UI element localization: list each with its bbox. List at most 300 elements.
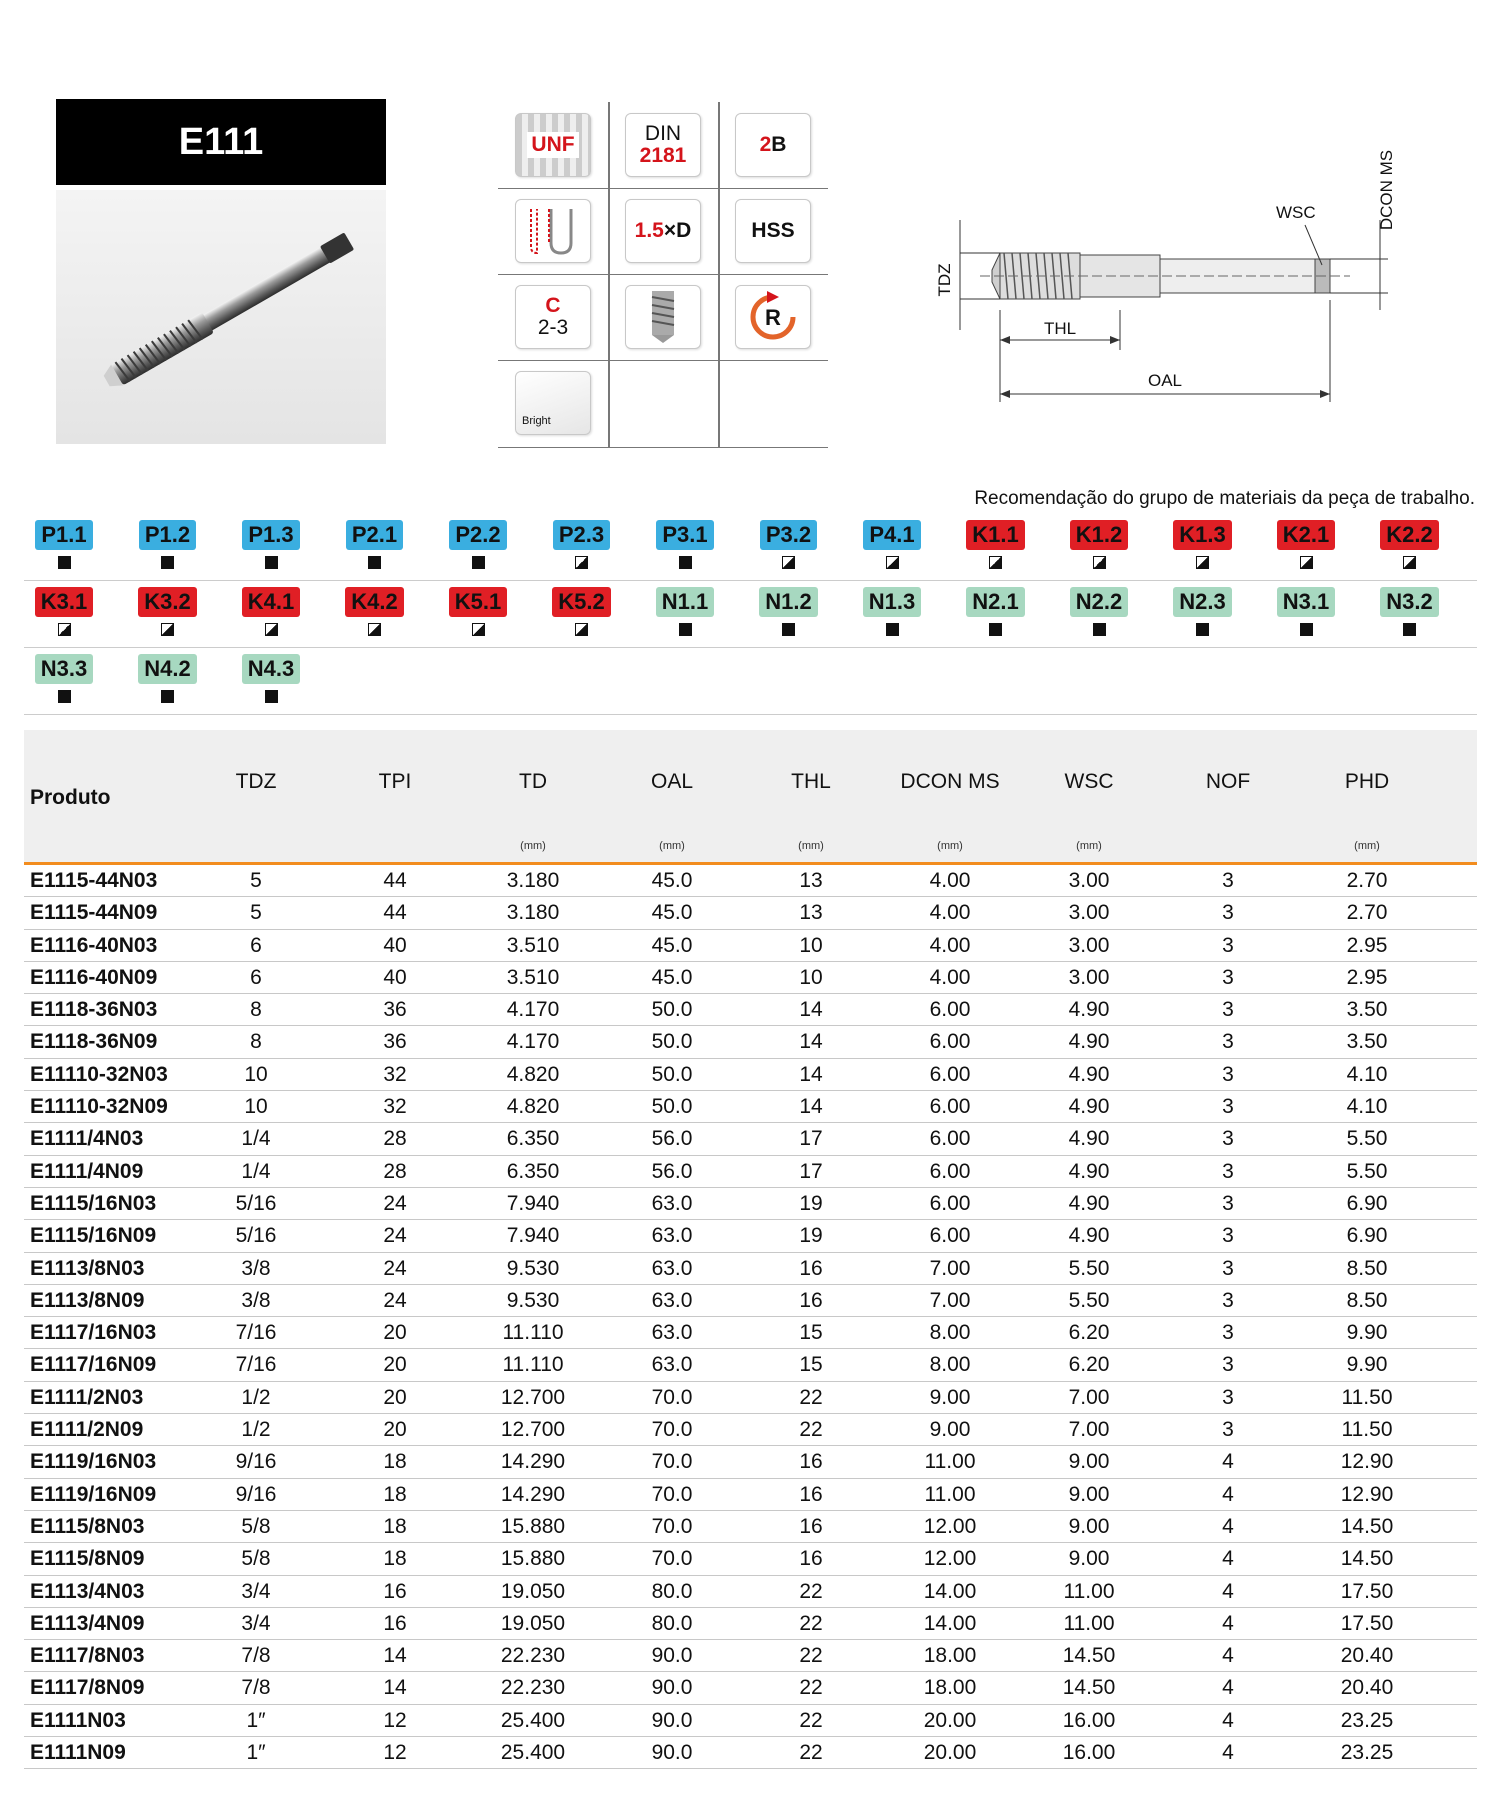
material-code: P3.1	[656, 520, 713, 550]
cell-td: 6.350	[506, 1159, 560, 1183]
cell-phd: 5.50	[1346, 1159, 1388, 1183]
table-row	[24, 1188, 1477, 1220]
material-group-K4.1	[239, 587, 303, 637]
product-code: E1111N03	[30, 1708, 126, 1732]
column-unit: (mm)	[1076, 840, 1102, 852]
cell-thl: 16	[799, 1514, 823, 1538]
material-group-K5.1	[446, 587, 510, 637]
cell-tdz: 8	[250, 1030, 262, 1054]
cell-nof: 3	[1222, 965, 1234, 989]
cell-td: 14.290	[500, 1482, 566, 1506]
cell-nof: 4	[1222, 1611, 1234, 1635]
grid-divider	[498, 447, 828, 448]
cell-phd: 8.50	[1346, 1256, 1388, 1280]
material-code: K5.2	[552, 587, 610, 617]
cell-nof: 3	[1222, 998, 1234, 1022]
cell-td: 4.170	[506, 998, 560, 1022]
table-row	[24, 1059, 1477, 1091]
cell-tdz: 9/16	[235, 1482, 277, 1506]
cell-oal: 56.0	[651, 1127, 693, 1151]
cell-dcon-ms: 11.00	[924, 1450, 976, 1474]
cell-nof: 3	[1222, 1127, 1234, 1151]
wsc-label: WSC	[1276, 203, 1316, 222]
cell-tdz: 5	[250, 869, 262, 892]
coating-bright-icon	[498, 360, 608, 446]
cell-tdz: 3/8	[241, 1288, 271, 1312]
feature-icon-grid	[498, 102, 828, 448]
coating-label: Bright	[522, 415, 551, 428]
cell-phd: 23.25	[1340, 1741, 1394, 1765]
cell-wsc: 14.50	[1062, 1644, 1116, 1668]
table-row	[24, 1640, 1477, 1672]
product-code: E1115/8N09	[30, 1547, 145, 1571]
cell-dcon-ms: 18.00	[923, 1644, 977, 1668]
cell-wsc: 3.00	[1068, 933, 1110, 957]
table-row	[24, 1317, 1477, 1349]
cell-phd: 17.50	[1340, 1611, 1394, 1635]
cell-tdz: 1″	[246, 1741, 266, 1765]
cell-dcon-ms: 4.00	[929, 965, 971, 989]
cell-tpi: 24	[383, 1288, 407, 1312]
cell-thl: 17	[799, 1127, 823, 1151]
cell-oal: 45.0	[651, 933, 693, 957]
column-unit: (mm)	[798, 840, 824, 852]
cell-oal: 80.0	[651, 1611, 693, 1635]
cell-thl: 14	[799, 1030, 823, 1054]
secondary-fit-icon	[989, 556, 1002, 569]
cell-tdz: 1/4	[241, 1159, 271, 1183]
cell-thl: 22	[799, 1579, 823, 1603]
primary-fit-icon	[679, 556, 692, 569]
product-code: E1116-40N03	[30, 933, 158, 957]
primary-fit-icon	[989, 623, 1002, 636]
cell-oal: 50.0	[651, 1030, 693, 1054]
table-row	[24, 1479, 1477, 1511]
cell-tpi: 32	[383, 1095, 407, 1119]
table-row	[24, 1123, 1477, 1155]
material-code: P1.2	[139, 520, 196, 550]
cell-dcon-ms: 14.00	[923, 1611, 977, 1635]
material-group-P1.1	[32, 520, 96, 570]
tolerance-letter: B	[771, 132, 787, 156]
cell-oal: 70.0	[651, 1450, 693, 1474]
material-code: P4.1	[863, 520, 920, 550]
cell-td: 3.180	[506, 869, 560, 892]
material-group-N2.1	[964, 587, 1028, 637]
product-code: E1111/2N09	[30, 1418, 144, 1442]
cell-wsc: 4.90	[1068, 1030, 1110, 1054]
cell-td: 19.050	[500, 1611, 566, 1635]
cell-thl: 17	[799, 1159, 823, 1183]
cell-td: 3.510	[506, 933, 560, 957]
primary-fit-icon	[886, 623, 899, 636]
product-table	[24, 865, 1477, 1769]
material-group-N3.2	[1378, 587, 1442, 637]
cell-td: 14.290	[500, 1450, 566, 1474]
cell-td: 19.050	[500, 1579, 566, 1603]
cell-tpi: 18	[383, 1514, 407, 1538]
material-hss-icon	[718, 188, 828, 274]
material-group-P2.1	[343, 520, 407, 570]
cell-phd: 20.40	[1340, 1644, 1394, 1668]
primary-fit-icon	[265, 690, 278, 703]
product-code: E1111/4N09	[30, 1159, 144, 1183]
cell-phd: 2.70	[1346, 901, 1388, 925]
cell-tpi: 24	[383, 1224, 407, 1248]
cell-dcon-ms: 6.00	[929, 1224, 971, 1248]
product-code: E1119/16N09	[30, 1482, 157, 1506]
primary-fit-icon	[1403, 623, 1416, 636]
cell-oal: 45.0	[651, 965, 693, 989]
cell-td: 12.700	[500, 1385, 566, 1409]
material-row	[24, 648, 1477, 715]
cell-tpi: 44	[383, 901, 407, 925]
column-header-wsc: WSC	[1064, 770, 1114, 793]
cell-oal: 63.0	[651, 1191, 693, 1215]
cell-tpi: 18	[383, 1482, 407, 1506]
cell-oal: 63.0	[651, 1353, 693, 1377]
material-group-N4.3	[239, 654, 303, 704]
cell-nof: 3	[1222, 1191, 1234, 1215]
material-code: P2.1	[346, 520, 403, 550]
material-code: P1.1	[35, 520, 92, 550]
right-hand-rotation-icon	[718, 274, 828, 360]
cell-oal: 90.0	[651, 1708, 693, 1732]
cell-dcon-ms: 11.00	[924, 1482, 976, 1506]
cell-nof: 3	[1222, 1159, 1234, 1183]
cell-wsc: 4.90	[1068, 1095, 1110, 1119]
column-header-dcon-ms: DCON MS	[900, 770, 1000, 793]
cell-thl: 16	[799, 1288, 823, 1312]
cell-phd: 12.90	[1340, 1450, 1394, 1474]
cell-tpi: 40	[383, 965, 407, 989]
tap-image	[56, 190, 386, 444]
cell-td: 7.940	[506, 1191, 560, 1215]
cell-phd: 23.25	[1340, 1708, 1394, 1732]
cell-nof: 4	[1222, 1450, 1234, 1474]
primary-fit-icon	[161, 690, 174, 703]
cell-tpi: 20	[383, 1418, 407, 1442]
cell-phd: 9.90	[1346, 1353, 1388, 1377]
table-row	[24, 1285, 1477, 1317]
cell-td: 12.700	[500, 1418, 566, 1442]
material-group-N1.2	[757, 587, 821, 637]
cell-td: 4.820	[506, 1095, 560, 1119]
cell-dcon-ms: 6.00	[929, 1030, 971, 1054]
cell-phd: 6.90	[1346, 1191, 1388, 1215]
tap-dimension-drawing	[920, 130, 1460, 420]
product-code: E1118-36N09	[30, 1030, 158, 1054]
cell-thl: 22	[799, 1418, 823, 1442]
cell-tdz: 3/4	[241, 1611, 271, 1635]
cell-thl: 22	[799, 1611, 823, 1635]
cell-td: 9.530	[506, 1288, 560, 1312]
secondary-fit-icon	[575, 556, 588, 569]
primary-fit-icon	[1093, 623, 1106, 636]
column-header-phd: PHD	[1344, 770, 1390, 793]
cell-wsc: 7.00	[1068, 1385, 1110, 1409]
secondary-fit-icon	[472, 623, 485, 636]
material-group-K3.2	[136, 587, 200, 637]
cell-td: 22.230	[500, 1676, 566, 1700]
cell-tdz: 1″	[246, 1708, 266, 1732]
cell-phd: 5.50	[1346, 1127, 1388, 1151]
cell-tpi: 14	[383, 1676, 407, 1700]
material-code: P2.2	[449, 520, 506, 550]
cell-nof: 3	[1222, 1418, 1234, 1442]
cell-wsc: 11.00	[1063, 1611, 1115, 1635]
cell-tdz: 8	[250, 998, 262, 1022]
table-row	[24, 1737, 1477, 1769]
table-header	[24, 730, 1477, 865]
cell-tdz: 1/4	[241, 1127, 271, 1151]
cell-wsc: 9.00	[1068, 1482, 1110, 1506]
cell-oal: 90.0	[651, 1644, 693, 1668]
cell-tdz: 5/16	[235, 1224, 277, 1248]
material-code: K1.2	[1070, 520, 1128, 550]
cell-oal: 70.0	[651, 1385, 693, 1409]
cell-tdz: 1/2	[241, 1418, 271, 1442]
primary-fit-icon	[472, 556, 485, 569]
primary-fit-icon	[1196, 623, 1209, 636]
material-code: K2.1	[1277, 520, 1335, 550]
cell-thl: 10	[799, 965, 823, 989]
cell-phd: 3.50	[1346, 1030, 1388, 1054]
cell-thl: 14	[799, 1062, 823, 1086]
material-group-N4.2	[136, 654, 200, 704]
material-code: P3.2	[760, 520, 817, 550]
product-code: E1111N09	[30, 1741, 126, 1765]
cell-nof: 3	[1222, 1288, 1234, 1312]
material-group-K3.1	[32, 587, 96, 637]
material-group-P2.2	[446, 520, 510, 570]
product-photo	[56, 190, 386, 444]
cell-td: 11.110	[502, 1353, 564, 1377]
depth-number: 1.5	[634, 218, 664, 242]
cell-phd: 17.50	[1340, 1579, 1394, 1603]
thread-depth-icon	[608, 188, 718, 274]
cell-phd: 8.50	[1346, 1288, 1388, 1312]
cell-thl: 22	[799, 1676, 823, 1700]
table-row	[24, 1446, 1477, 1478]
cell-tpi: 24	[383, 1191, 407, 1215]
through-hole-icon	[608, 274, 718, 360]
cell-dcon-ms: 12.00	[923, 1547, 977, 1571]
material-code: K3.1	[35, 587, 93, 617]
din-standard-icon	[608, 102, 718, 188]
cell-wsc: 7.00	[1068, 1418, 1110, 1442]
cell-nof: 3	[1222, 1385, 1234, 1409]
product-code: E1115/16N09	[30, 1224, 157, 1248]
cell-td: 6.350	[506, 1127, 560, 1151]
dcon-label: DCON MS	[1377, 149, 1396, 231]
cell-tpi: 20	[383, 1385, 407, 1409]
product-code: E1119/16N03	[30, 1450, 157, 1474]
table-row	[24, 1349, 1477, 1381]
cell-nof: 4	[1222, 1482, 1234, 1506]
cell-tdz: 7/16	[235, 1321, 277, 1345]
table-row	[24, 1543, 1477, 1575]
cell-tdz: 7/8	[241, 1644, 271, 1668]
cell-dcon-ms: 20.00	[923, 1741, 977, 1765]
cell-tpi: 44	[383, 869, 407, 892]
cell-thl: 16	[799, 1482, 823, 1506]
material-group-K1.2	[1067, 520, 1131, 570]
cell-oal: 63.0	[651, 1288, 693, 1312]
table-row	[24, 1026, 1477, 1058]
primary-fit-icon	[58, 556, 71, 569]
product-code: E1118-36N03	[30, 998, 158, 1022]
column-header-oal: OAL	[650, 770, 694, 793]
cell-thl: 22	[799, 1385, 823, 1409]
cell-tpi: 36	[383, 998, 407, 1022]
product-code: E1115/8N03	[30, 1514, 145, 1538]
column-unit: (mm)	[1354, 840, 1380, 852]
product-code: E1113/4N09	[30, 1611, 145, 1635]
cell-wsc: 16.00	[1062, 1741, 1116, 1765]
table-row	[24, 1608, 1477, 1640]
cell-oal: 90.0	[651, 1676, 693, 1700]
cell-nof: 4	[1222, 1579, 1234, 1603]
column-unit: (mm)	[659, 840, 685, 852]
cell-tpi: 18	[383, 1547, 407, 1571]
product-code: E1116-40N09	[30, 965, 158, 989]
column-header-thl: THL	[791, 770, 831, 793]
cell-tpi: 14	[383, 1644, 407, 1668]
table-row	[24, 1156, 1477, 1188]
product-code: E11110-32N09	[30, 1095, 168, 1119]
cell-dcon-ms: 6.00	[929, 1062, 971, 1086]
cell-tdz: 6	[250, 965, 262, 989]
primary-fit-icon	[265, 556, 278, 569]
cell-nof: 3	[1222, 901, 1234, 925]
cell-wsc: 16.00	[1062, 1708, 1116, 1732]
cell-tpi: 12	[383, 1741, 407, 1765]
cell-dcon-ms: 4.00	[929, 933, 971, 957]
cell-dcon-ms: 8.00	[929, 1321, 971, 1345]
cell-thl: 10	[799, 933, 823, 957]
cell-oal: 70.0	[651, 1418, 693, 1442]
column-header-nof: NOF	[1205, 770, 1251, 793]
cell-phd: 4.10	[1346, 1095, 1388, 1119]
cell-dcon-ms: 7.00	[929, 1256, 971, 1280]
cell-oal: 50.0	[651, 1095, 693, 1119]
table-row	[24, 930, 1477, 962]
tolerance-number: 2	[759, 132, 772, 156]
material-code: N2.3	[1173, 587, 1231, 617]
secondary-fit-icon	[1093, 556, 1106, 569]
material-code: K4.1	[242, 587, 300, 617]
cell-phd: 2.95	[1346, 965, 1388, 989]
material-group-K5.2	[550, 587, 614, 637]
cell-dcon-ms: 6.00	[929, 1127, 971, 1151]
cell-tpi: 28	[383, 1159, 407, 1183]
recommendation-note: Recomendação do grupo de materiais da peça de trabalho.	[974, 488, 1475, 509]
material-group-N2.3	[1171, 587, 1235, 637]
material-group-K2.1	[1274, 520, 1338, 570]
cell-td: 4.820	[506, 1062, 560, 1086]
material-code: K3.2	[138, 587, 196, 617]
cell-dcon-ms: 18.00	[923, 1676, 977, 1700]
product-code: E1117/16N09	[30, 1353, 157, 1377]
rotation-letter: R	[765, 305, 781, 330]
thread-profile-graphic	[523, 207, 583, 255]
cell-td: 4.170	[506, 1030, 560, 1054]
cell-dcon-ms: 8.00	[929, 1353, 971, 1377]
cell-phd: 12.90	[1340, 1482, 1394, 1506]
product-code: E1111/2N03	[30, 1385, 144, 1409]
cell-tdz: 5/8	[241, 1514, 271, 1538]
table-row	[24, 1672, 1477, 1704]
cell-tpi: 20	[383, 1321, 407, 1345]
material-code: N1.1	[656, 587, 714, 617]
cell-nof: 3	[1222, 1030, 1234, 1054]
material-code: N3.1	[1277, 587, 1335, 617]
primary-fit-icon	[161, 556, 174, 569]
cell-thl: 14	[799, 1095, 823, 1119]
cell-thl: 16	[799, 1256, 823, 1280]
cell-td: 15.880	[500, 1514, 566, 1538]
primary-fit-icon	[58, 690, 71, 703]
cell-thl: 19	[799, 1191, 823, 1215]
thread-profile-icon	[498, 188, 608, 274]
secondary-fit-icon	[161, 623, 174, 636]
chamfer-form-icon	[498, 274, 608, 360]
product-code: E1117/8N03	[30, 1644, 145, 1668]
material-code: N3.3	[35, 654, 93, 684]
cell-thl: 14	[799, 998, 823, 1022]
cell-td: 15.880	[500, 1547, 566, 1571]
cell-tpi: 28	[383, 1127, 407, 1151]
primary-fit-icon	[1300, 623, 1313, 636]
cell-dcon-ms: 9.00	[929, 1385, 971, 1409]
cell-nof: 3	[1222, 1353, 1234, 1377]
cell-oal: 50.0	[651, 998, 693, 1022]
product-code: E11110-32N03	[30, 1062, 168, 1086]
cell-wsc: 4.90	[1068, 1062, 1110, 1086]
cell-phd: 11.50	[1341, 1385, 1393, 1409]
table-row	[24, 994, 1477, 1026]
cell-wsc: 9.00	[1068, 1514, 1110, 1538]
material-row	[24, 581, 1477, 648]
cell-tpi: 20	[383, 1353, 407, 1377]
cell-dcon-ms: 6.00	[929, 998, 971, 1022]
column-header-produto: Produto	[30, 786, 111, 809]
cell-tpi: 24	[383, 1256, 407, 1280]
product-code: E1117/16N03	[30, 1321, 157, 1345]
material-group-P1.2	[136, 520, 200, 570]
product-code: E1113/4N03	[30, 1579, 145, 1603]
cell-nof: 3	[1222, 1321, 1234, 1345]
primary-fit-icon	[782, 623, 795, 636]
table-row	[24, 1091, 1477, 1123]
cell-oal: 45.0	[651, 869, 693, 892]
cell-tpi: 12	[383, 1708, 407, 1732]
column-header-tpi: TPI	[378, 770, 412, 793]
material-group-N1.1	[653, 587, 717, 637]
cell-tdz: 1/2	[241, 1385, 271, 1409]
cell-thl: 15	[799, 1353, 823, 1377]
cell-dcon-ms: 20.00	[923, 1708, 977, 1732]
cell-phd: 11.50	[1341, 1418, 1393, 1442]
material-group-P2.3	[550, 520, 614, 570]
cell-nof: 4	[1222, 1741, 1234, 1765]
cell-dcon-ms: 6.00	[929, 1159, 971, 1183]
cell-phd: 6.90	[1346, 1224, 1388, 1248]
cell-nof: 3	[1222, 1095, 1234, 1119]
cell-oal: 70.0	[651, 1482, 693, 1506]
material-code: N4.3	[242, 654, 300, 684]
